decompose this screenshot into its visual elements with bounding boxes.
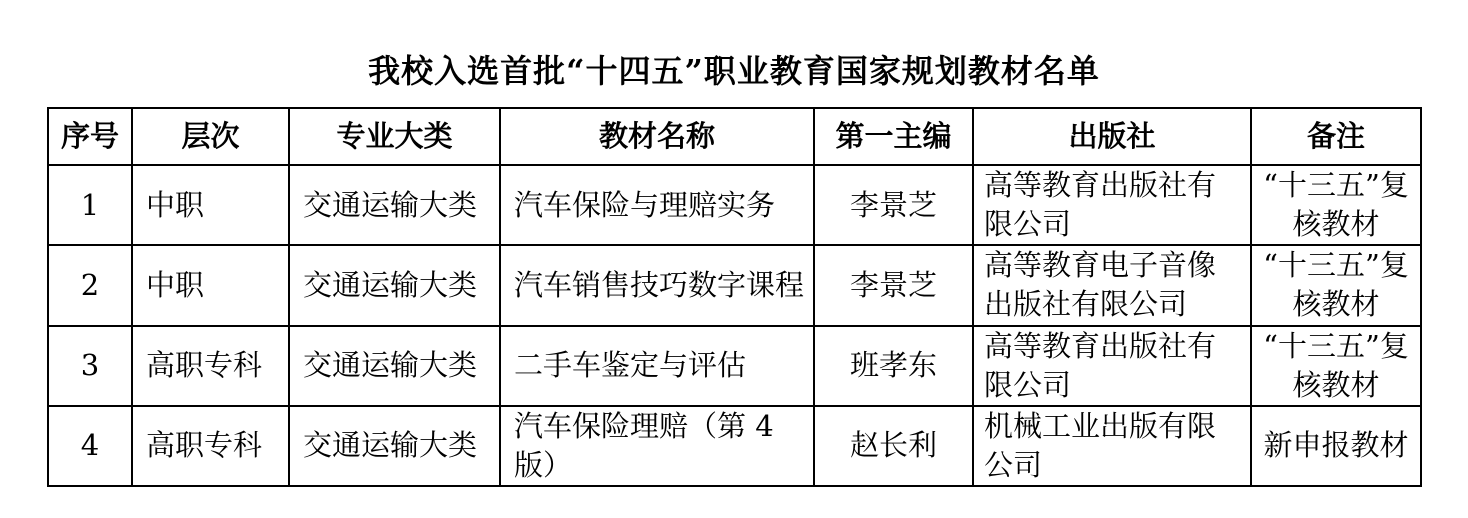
cell-press: 机械工业出版有限公司 [973, 406, 1251, 486]
cell-seq: 2 [48, 245, 132, 325]
table-row [48, 165, 1421, 245]
cell-major: 交通运输大类 [289, 245, 500, 325]
cell-name: 二手车鉴定与评估 [500, 326, 814, 406]
cell-level: 中职 [132, 165, 289, 245]
cell-press: 高等教育出版社有限公司 [973, 326, 1251, 406]
header-major: 专业大类 [289, 108, 500, 165]
cell-editor: 李景芝 [814, 165, 973, 245]
cell-name: 汽车保险理赔（第 4 版） [500, 406, 814, 486]
cell-press: 高等教育出版社有限公司 [973, 165, 1251, 245]
cell-note: “十三五”复核教材 [1251, 326, 1421, 406]
page-title: 我校入选首批“十四五”职业教育国家规划教材名单 [368, 52, 1100, 90]
cell-seq: 4 [48, 406, 132, 486]
cell-major: 交通运输大类 [289, 326, 500, 406]
cell-note: “十三五”复核教材 [1251, 245, 1421, 325]
cell-editor: 赵长利 [814, 406, 973, 486]
cell-seq: 1 [48, 165, 132, 245]
cell-name: 汽车保险与理赔实务 [500, 165, 814, 245]
cell-note: 新申报教材 [1251, 406, 1421, 486]
cell-level: 高职专科 [132, 406, 289, 486]
cell-major: 交通运输大类 [289, 165, 500, 245]
header-note: 备注 [1251, 108, 1421, 165]
cell-seq: 3 [48, 326, 132, 406]
header-editor: 第一主编 [814, 108, 973, 165]
table-row [48, 406, 1421, 486]
cell-major: 交通运输大类 [289, 406, 500, 486]
cell-editor: 班孝东 [814, 326, 973, 406]
cell-level: 中职 [132, 245, 289, 325]
table-header-row [48, 108, 1421, 165]
table-row [48, 245, 1421, 325]
cell-note: “十三五”复核教材 [1251, 165, 1421, 245]
table-row [48, 326, 1421, 406]
cell-level: 高职专科 [132, 326, 289, 406]
cell-name: 汽车销售技巧数字课程 [500, 245, 814, 325]
header-level: 层次 [132, 108, 289, 165]
cell-press: 高等教育电子音像出版社有限公司 [973, 245, 1251, 325]
header-seq: 序号 [48, 108, 132, 165]
header-press: 出版社 [973, 108, 1251, 165]
header-name: 教材名称 [500, 108, 814, 165]
textbook-list-table [47, 107, 1422, 487]
cell-editor: 李景芝 [814, 245, 973, 325]
